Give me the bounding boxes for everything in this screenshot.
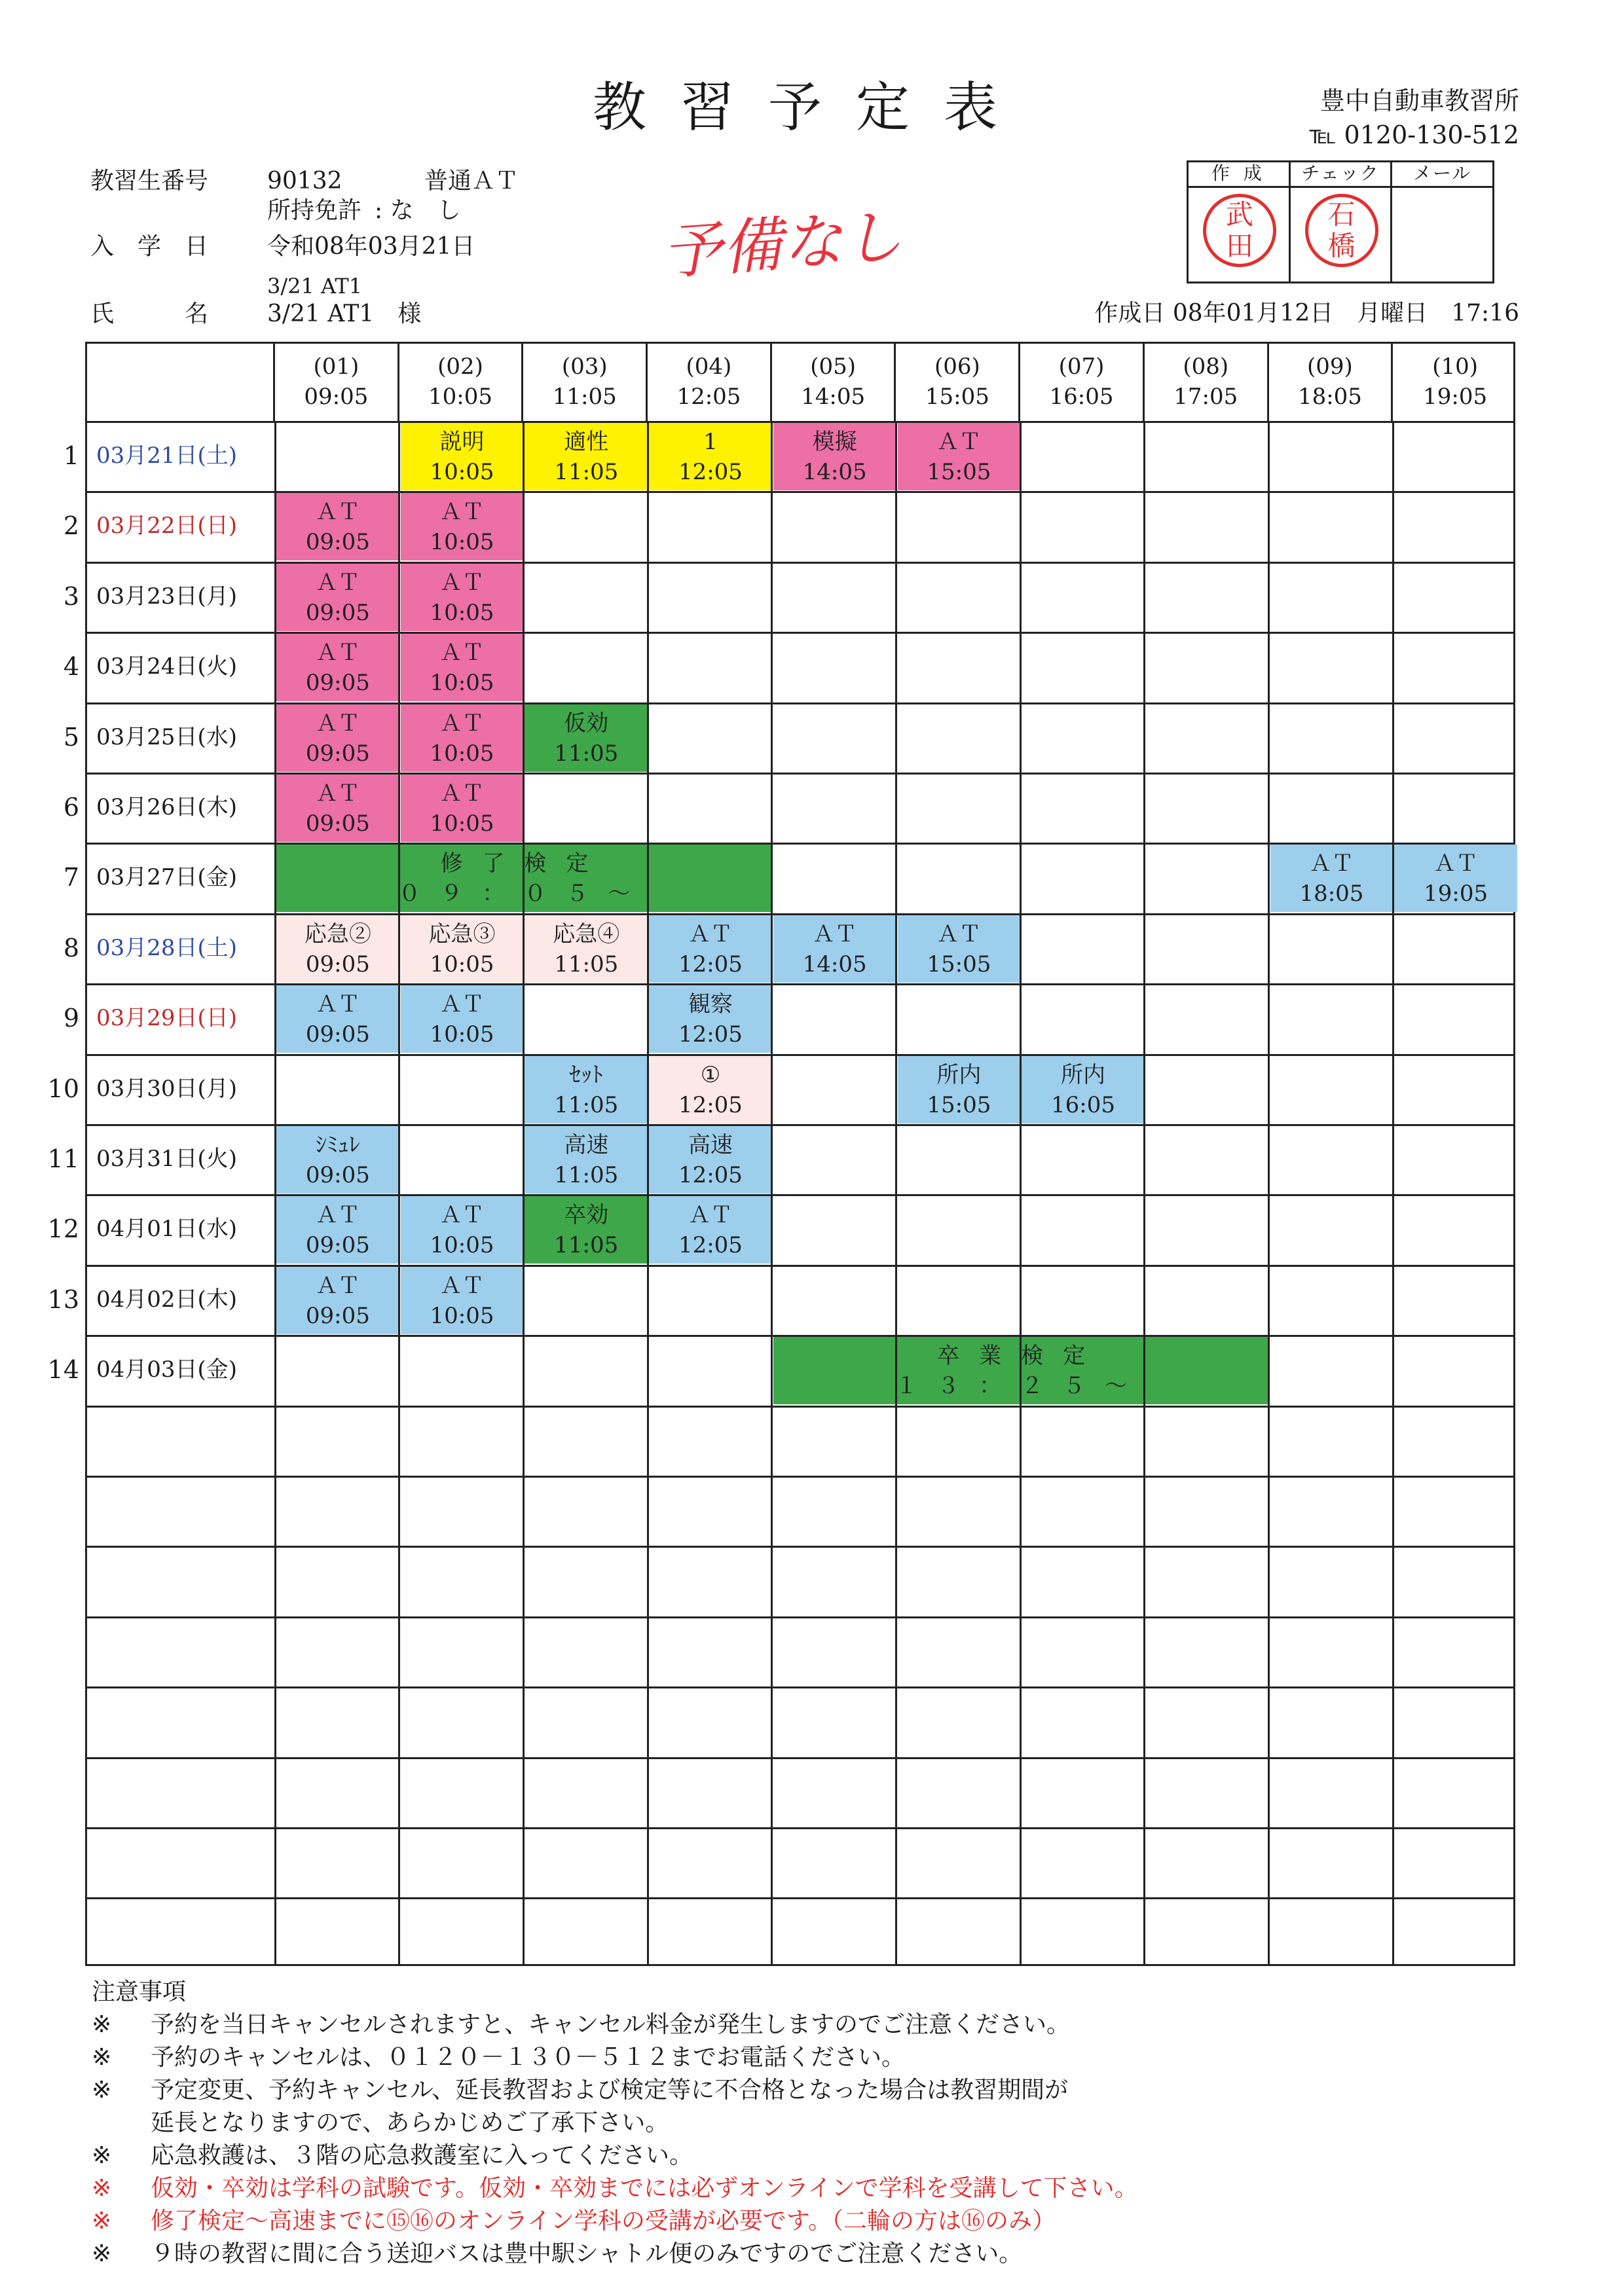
lesson-slot [1022, 1056, 1145, 1123]
name-label: 氏 名 [90, 301, 209, 327]
lesson-slot [898, 1056, 1021, 1123]
lesson-label: 高速 [688, 1132, 733, 1158]
student-name-line1: 3/21 AT1 [267, 274, 363, 299]
column-time: 09:05 [304, 384, 369, 410]
lesson-time: 15:05 [927, 459, 991, 485]
lesson-time: 09:05 [305, 1021, 370, 1048]
column-number: (07) [1058, 354, 1105, 380]
note-item [92, 2009, 1532, 2041]
column-time: 12:05 [676, 384, 741, 410]
row-date: 03月24日(火) [96, 653, 238, 680]
lesson-time: 11:05 [554, 1091, 619, 1118]
lesson-time: １３：２５～ [895, 1373, 1147, 1400]
lesson-label: ＡＴ [315, 640, 360, 666]
lesson-slot [649, 1056, 772, 1123]
row-date: 04月02日(木) [96, 1286, 238, 1313]
lesson-time: 09:05 [305, 951, 370, 977]
lesson-label: 観察 [688, 991, 733, 1018]
row-date: 03月27日(金) [96, 864, 238, 891]
row-date: 03月31日(火) [96, 1146, 238, 1172]
row-number: 10 [47, 1074, 79, 1103]
lesson-time: 10:05 [430, 740, 494, 767]
lesson-label: ＡＴ [1309, 850, 1354, 877]
lesson-slot [401, 704, 524, 772]
row-date: 03月23日(月) [96, 583, 238, 610]
column-time: 19:05 [1423, 384, 1488, 410]
row-number: 4 [63, 652, 79, 682]
note-text: 予約のキャンセルは、０１２０－１３０－５１２までお電話ください。 [151, 2044, 906, 2071]
column-time: 14:05 [801, 384, 866, 410]
lesson-slot [525, 915, 648, 983]
row-date [87, 1476, 275, 1546]
row-date: 03月25日(水) [96, 723, 238, 750]
lesson-slot [276, 1267, 399, 1334]
lesson-label: 仮効 [564, 710, 609, 737]
lesson-label: ＡＴ [439, 780, 485, 807]
seal-stamp-2 [1305, 194, 1378, 267]
row-date: 03月28日(土) [96, 934, 238, 961]
lesson-label: 適性 [564, 429, 609, 455]
column-divider [1020, 421, 1022, 1964]
lesson-slot [401, 564, 524, 631]
lesson-slot [649, 1126, 772, 1194]
column-number: (06) [934, 354, 980, 380]
row-number: 3 [63, 581, 79, 611]
lesson-label: ＡＴ [315, 569, 360, 596]
note-mark: ※ [92, 2077, 112, 2104]
seal-2-char-2: 橋 [1327, 230, 1356, 262]
stamp-header-check: チェック [1291, 162, 1391, 188]
lesson-time: 11:05 [554, 459, 619, 485]
lesson-label: 所内 [936, 1061, 982, 1088]
lesson-label: ｾｯﾄ [569, 1061, 603, 1088]
stamp-col-mail [1392, 162, 1492, 282]
seal-1-char-1: 武 [1225, 198, 1253, 230]
row-date: 03月29日(日) [96, 1005, 238, 1032]
row-date: 03月26日(木) [96, 794, 238, 820]
column-number: (05) [810, 354, 857, 380]
lesson-time: 12:05 [678, 1162, 743, 1188]
column-time: 16:05 [1049, 384, 1114, 410]
lesson-time: 11:05 [554, 1162, 619, 1188]
lesson-slot [401, 493, 524, 560]
note-mark: ※ [92, 2175, 112, 2202]
lesson-slot [898, 423, 1021, 490]
note-item [92, 2205, 1532, 2238]
lesson-label: ＡＴ [1433, 850, 1479, 877]
lesson-time: 09:05 [305, 740, 370, 767]
lesson-label: 説明 [439, 429, 485, 455]
lesson-time: 10:05 [430, 1232, 494, 1259]
lesson-slot [401, 634, 524, 701]
lesson-time: 15:05 [927, 1091, 991, 1118]
note-text: 仮効・卒効は学科の試験です。仮効・卒効までには必ずオンラインで学科を受講して下さい。 [151, 2175, 1138, 2202]
lesson-slot [401, 915, 524, 983]
course-type: 普通ＡＴ [424, 168, 519, 194]
note-text: 修了検定～高速までに⑮⑯のオンライン学科の受講が必要です。（二輪の方は⑯のみ） [151, 2208, 1056, 2234]
license-value: : な し [375, 197, 461, 224]
lesson-label: ＡＴ [315, 710, 360, 737]
lesson-label: ＡＴ [315, 780, 360, 807]
note-text: ９時の教習に間に合う送迎バスは豊中駅シャトル便のみですのでご注意ください。 [151, 2240, 1023, 2267]
lesson-slot [276, 985, 399, 1053]
lesson-time: 09:05 [305, 811, 370, 837]
lesson-slot [401, 423, 524, 490]
row-divider [87, 1757, 1513, 1759]
lesson-time: 14:05 [802, 459, 867, 485]
row-date [87, 1897, 275, 1967]
notes-section [92, 1976, 1532, 2270]
note-text: 予定変更、予約キャンセル、延長教習および検定等に不合格となった場合は教習期間が 延長となりますので、あらかじめご了承下さい。 [151, 2077, 1069, 2136]
column-time: 18:05 [1297, 384, 1362, 410]
lesson-slot [401, 1267, 524, 1334]
row-date: 03月21日(土) [96, 443, 238, 469]
row-number: 7 [63, 863, 79, 892]
column-divider [1143, 421, 1145, 1964]
lesson-time: 10:05 [430, 599, 494, 626]
row-divider [87, 1897, 1513, 1899]
lesson-label: ＡＴ [688, 1202, 733, 1229]
row-number: 14 [47, 1355, 79, 1385]
lesson-label: ＡＴ [315, 1202, 360, 1229]
lesson-slot [649, 985, 772, 1053]
row-date [87, 1406, 275, 1476]
column-divider [1268, 421, 1270, 1964]
column-time: 10:05 [428, 384, 493, 410]
row-date [87, 1546, 275, 1616]
license-label: 所持免許 [267, 197, 362, 224]
row-divider [87, 1546, 1513, 1548]
lesson-label: ＡＴ [315, 1272, 360, 1299]
page-title: 教習予定表 [592, 77, 1031, 139]
lesson-label: ＡＴ [315, 991, 360, 1018]
note-mark: ※ [92, 2240, 112, 2267]
row-number: 8 [63, 933, 79, 962]
column-number: (01) [313, 354, 360, 380]
row-number: 1 [63, 441, 79, 470]
lesson-time: 12:05 [678, 459, 743, 485]
note-mark: ※ [92, 2044, 112, 2071]
stamp-col-check [1291, 162, 1393, 282]
column-header [896, 344, 1021, 421]
lesson-slot [276, 774, 399, 842]
handwritten-note: 予備なし [659, 201, 905, 288]
row-divider [87, 1406, 1513, 1408]
lesson-time: 12:05 [678, 1091, 743, 1118]
lesson-label: ｼﾐｭﾚ [315, 1132, 360, 1158]
note-item [92, 2238, 1532, 2270]
column-number: (04) [686, 354, 732, 380]
lesson-time: 09:05 [305, 670, 370, 697]
column-divider [771, 421, 773, 1964]
school-info [1310, 84, 1519, 152]
lesson-label: 応急② [304, 920, 371, 947]
column-header [275, 344, 399, 421]
lesson-label: 修了検定 [440, 850, 608, 877]
note-mark: ※ [92, 2011, 112, 2038]
lesson-slot [276, 564, 399, 631]
row-date [87, 1827, 275, 1897]
lesson-time: 09:05 [305, 1162, 370, 1188]
row-date: 03月30日(月) [96, 1075, 238, 1102]
lesson-time: 10:05 [430, 1302, 494, 1329]
column-header [399, 344, 524, 421]
lesson-slot [773, 423, 896, 490]
row-date: 04月01日(水) [96, 1216, 238, 1243]
school-name: 豊中自動車教習所 [1320, 86, 1519, 115]
lesson-slot [276, 915, 399, 983]
column-time: 15:05 [925, 384, 989, 410]
lesson-time: 09:05 [305, 1232, 370, 1259]
notes-heading: 注意事項 [92, 1978, 187, 2005]
column-header [1269, 344, 1393, 421]
lesson-label: ＡＴ [439, 991, 485, 1018]
lesson-label: 応急③ [428, 920, 496, 947]
lesson-time: 15:05 [927, 951, 991, 977]
lesson-slot [525, 1126, 648, 1194]
notes-list [92, 2009, 1532, 2270]
column-number: (03) [561, 354, 608, 380]
row-divider [87, 1616, 1513, 1618]
student-name: 3/21 AT1 様 [267, 301, 422, 327]
lesson-label: 1 [703, 429, 718, 455]
lesson-slot [401, 1196, 524, 1264]
row-date [87, 1616, 275, 1686]
row-date [87, 1686, 275, 1757]
note-item [92, 2041, 1532, 2074]
row-number: 9 [63, 1004, 79, 1033]
lesson-label: 所内 [1061, 1061, 1106, 1088]
column-header [648, 344, 772, 421]
lesson-time: 09:05 [305, 599, 370, 626]
note-mark: ※ [92, 2142, 112, 2169]
lesson-time: 16:05 [1051, 1091, 1116, 1118]
row-number: 12 [47, 1214, 79, 1244]
lesson-label: 高速 [564, 1132, 609, 1158]
lesson-time: 18:05 [1299, 881, 1364, 907]
row-number: 5 [63, 722, 79, 752]
column-divider [647, 421, 649, 1964]
lesson-label: 応急④ [553, 920, 620, 947]
lesson-label: ＡＴ [812, 920, 857, 947]
column-header [523, 344, 648, 421]
lesson-slot [1270, 845, 1393, 912]
lesson-slot [276, 704, 399, 772]
column-number: (10) [1432, 354, 1479, 380]
lesson-slot [525, 423, 648, 490]
lesson-time: 12:05 [678, 1232, 743, 1259]
column-number: (08) [1183, 354, 1229, 380]
lesson-label: ＡＴ [439, 499, 485, 526]
lesson-slot [401, 774, 524, 842]
lesson-slot [525, 1056, 648, 1123]
note-item [92, 2140, 1532, 2172]
column-divider [895, 421, 897, 1964]
row-date: 04月03日(金) [96, 1357, 238, 1383]
lesson-time: 11:05 [554, 740, 619, 767]
row-divider [87, 1476, 1513, 1478]
admission-label: 入 学 日 [90, 233, 209, 260]
column-time: 17:05 [1173, 384, 1238, 410]
row-date [87, 1757, 275, 1827]
stamp-col-created [1189, 162, 1291, 282]
lesson-time: 09:05 [305, 1302, 370, 1329]
seal-1-char-2: 田 [1225, 230, 1253, 262]
lesson-time: ０９：０５～ [398, 881, 650, 907]
column-divider [1392, 421, 1394, 1964]
lesson-slot [649, 1196, 772, 1264]
lesson-label: ＡＴ [439, 1272, 485, 1299]
lesson-label: 卒業検定 [937, 1343, 1105, 1370]
column-header [772, 344, 896, 421]
lesson-time: 09:05 [305, 529, 370, 556]
lesson-time: 10:05 [430, 951, 494, 977]
row-number: 6 [63, 793, 79, 822]
lesson-slot [525, 704, 648, 772]
lesson-slot [649, 915, 772, 983]
column-divider [523, 421, 525, 1964]
lesson-slot [276, 634, 399, 701]
note-mark: ※ [92, 2208, 112, 2234]
lesson-slot [649, 423, 772, 490]
note-item [92, 2074, 1532, 2140]
lesson-time: 11:05 [554, 951, 619, 977]
seal-2-char-1: 石 [1327, 198, 1356, 230]
lesson-slot [773, 915, 896, 983]
student-id-label: 教習生番号 [90, 168, 209, 194]
lesson-slot [1394, 845, 1517, 912]
lesson-time: 19:05 [1424, 881, 1488, 907]
lesson-slot [276, 493, 399, 560]
stamp-box [1187, 160, 1494, 283]
created-date: 作成日 08年01月12日 月曜日 17:16 [1094, 300, 1519, 327]
lesson-label: ＡＴ [439, 1202, 485, 1229]
lesson-slot [525, 1196, 648, 1264]
row-number: 13 [47, 1285, 79, 1314]
row-divider [87, 1054, 1513, 1056]
row-date: 03月22日(日) [96, 513, 238, 539]
lesson-label: ＡＴ [936, 429, 982, 455]
column-time: 11:05 [552, 384, 617, 410]
row-divider [87, 1686, 1513, 1688]
lesson-time: 14:05 [802, 951, 867, 977]
lesson-time: 12:05 [678, 951, 743, 977]
lesson-label: ＡＴ [936, 920, 982, 947]
seal-stamp-1 [1203, 194, 1276, 267]
admission-date: 令和08年03月21日 [267, 233, 475, 260]
stamp-header-mail: メール [1392, 162, 1492, 188]
stamp-header-created: 作 成 [1189, 162, 1289, 188]
column-divider [398, 421, 400, 1964]
lesson-slot [401, 985, 524, 1053]
lesson-time: 10:05 [430, 529, 494, 556]
schedule-table [47, 342, 1515, 1966]
lesson-time: 10:05 [430, 1021, 494, 1048]
lesson-slot [276, 1126, 399, 1194]
column-header [1393, 344, 1517, 421]
lesson-label: ① [700, 1061, 721, 1088]
lesson-label: ＡＴ [315, 499, 360, 526]
note-item [92, 2172, 1532, 2205]
lesson-slot [898, 915, 1021, 983]
lesson-time: 10:05 [430, 670, 494, 697]
lesson-time: 10:05 [430, 459, 494, 485]
lesson-time: 11:05 [554, 1232, 619, 1259]
header-date-cell [87, 344, 275, 421]
row-number: 2 [63, 511, 79, 541]
note-text: 予約を当日キャンセルされますと、キャンセル料金が発生しますのでご注意ください。 [151, 2011, 1071, 2038]
lesson-slot [276, 1196, 399, 1264]
column-number: (09) [1307, 354, 1353, 380]
lesson-label: 模擬 [812, 429, 857, 455]
column-header [1145, 344, 1269, 421]
row-number: 11 [47, 1144, 79, 1173]
lesson-label: ＡＴ [439, 710, 485, 737]
row-divider [87, 1827, 1513, 1829]
school-tel: ℡ 0120-130-512 [1309, 120, 1519, 149]
lesson-label: ＡＴ [688, 920, 733, 947]
lesson-label: ＡＴ [439, 569, 485, 596]
column-number: (02) [437, 354, 483, 380]
column-divider [274, 421, 276, 1964]
column-header [1020, 344, 1145, 421]
lesson-time: 10:05 [430, 811, 494, 837]
lesson-label: 卒効 [564, 1202, 609, 1229]
note-text: 応急救護は、３階の応急救護室に入ってください。 [151, 2142, 693, 2169]
lesson-label: ＡＴ [439, 640, 485, 666]
student-id-value: 90132 [267, 168, 342, 194]
lesson-time: 12:05 [678, 1021, 743, 1048]
